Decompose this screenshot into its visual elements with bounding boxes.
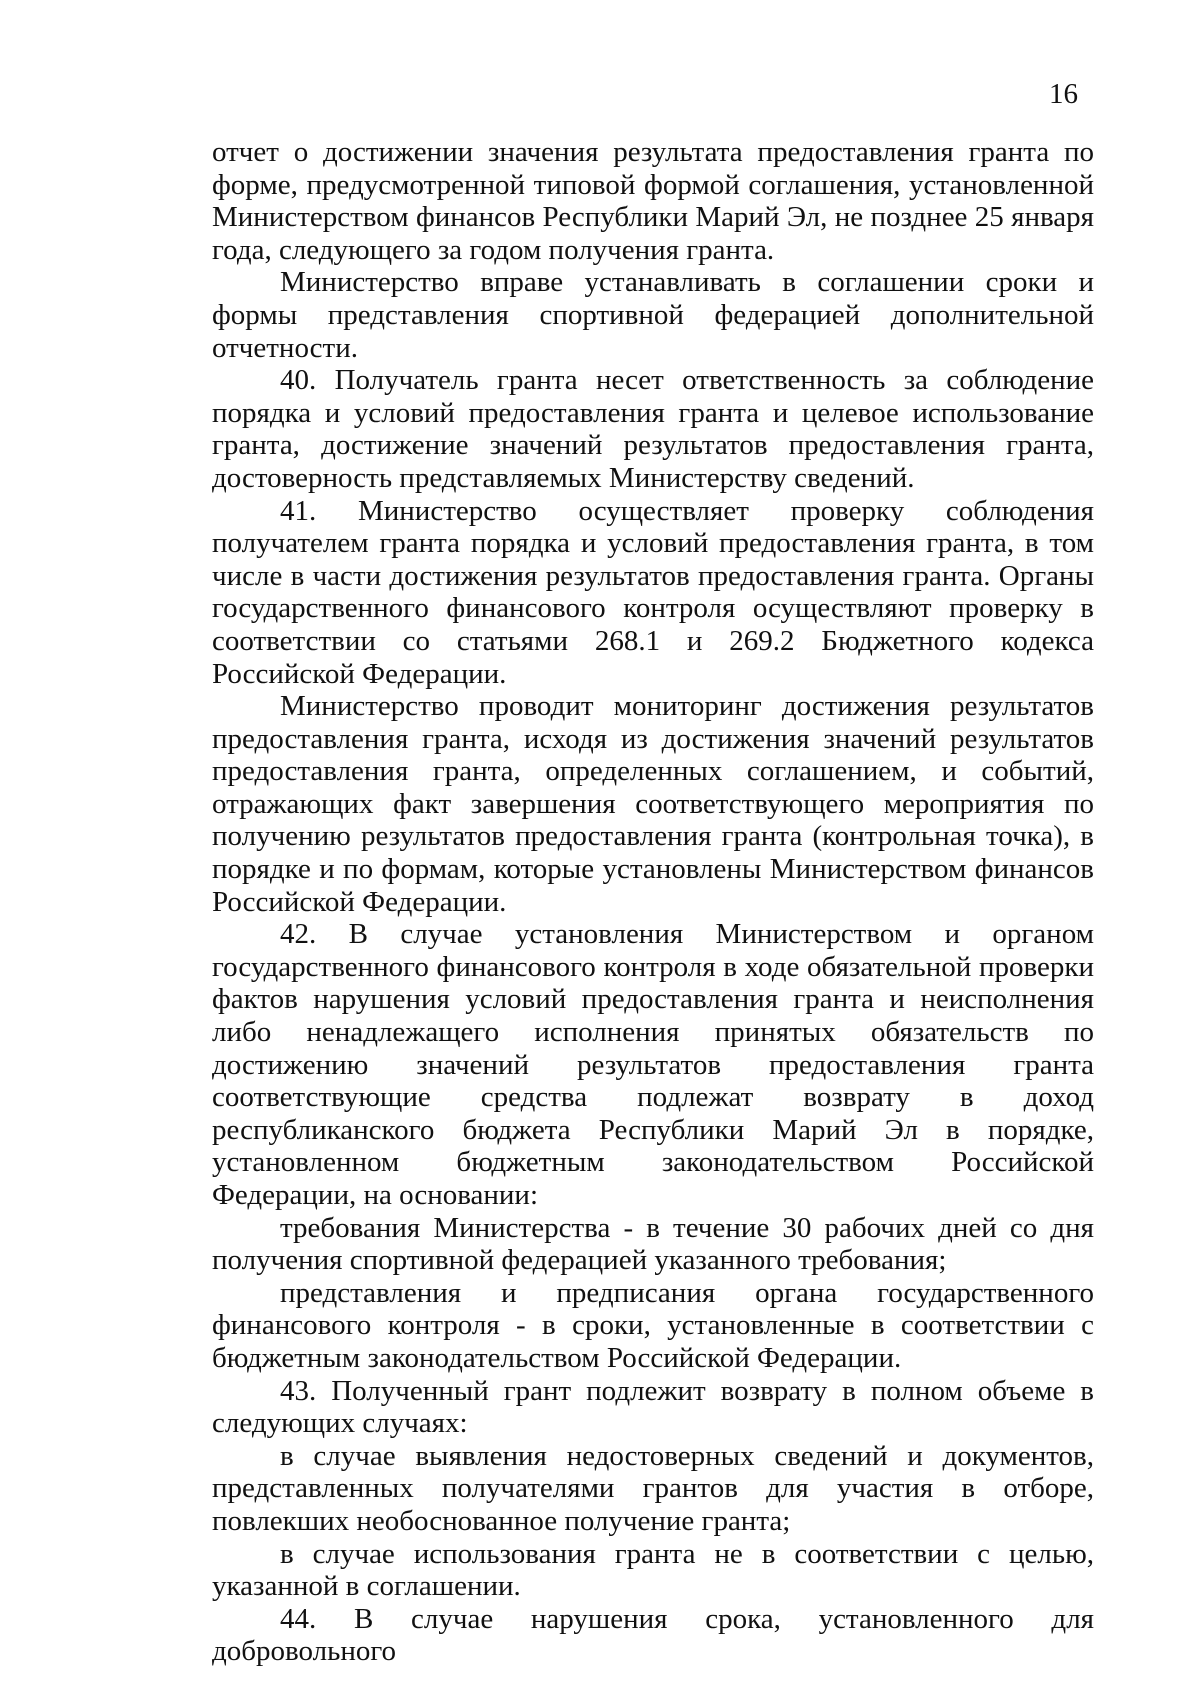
paragraph-41: 41. Министерство осуществляет проверку соблюдения получателем гранта порядка и условий предоставления гранта, в том числе в части достижения результатов предоставления гранта. Органы государственного финансового контроля осуществляют проверку в соответствии со статьями 268.1 и 269.2 Бюджетного кодекса Российской Федерации.	[212, 494, 1094, 690]
paragraph-43: 43. Полученный грант подлежит возврату в полном объеме в следующих случаях:	[212, 1374, 1094, 1440]
paragraph-report-deadline: отчет о достижении значения результата предоставления гранта по форме, предусмотренной типовой формой соглашения, установленной Министерством финансов Республики Марий Эл, не позднее 25 января года, следующего за годом получения гранта.	[212, 136, 1094, 266]
paragraph-misuse-case: в случае использования гранта не в соответствии с целью, указанной в соглашении.	[212, 1537, 1094, 1603]
paragraph-monitoring: Министерство проводит мониторинг достижения результатов предоставления гранта, исходя из достижения значений результатов предоставления гранта, определенных соглашением, и событий, отражающих факт завершения соответствующего мероприятия по получению результатов предоставления гранта (контрольная точка), в порядке и по формам, которые установлены Министерством финансов Российской Федерации.	[212, 690, 1094, 918]
paragraph-ministry-requirement: требования Министерства - в течение 30 рабочих дней со дня получения спортивной федерацией указанного требования;	[212, 1211, 1094, 1277]
paragraph-42: 42. В случае установления Министерством и органом государственного финансового контроля в ходе обязательной проверки фактов нарушения условий предоставления гранта и неисполнения либо ненадлежащего исполнения принятых обязательств по достижению значений результатов предоставления гранта соответствующие средства подлежат возврату в доход республиканского бюджета Республики Марий Эл в порядке, установленном бюджетным законодательством Российской Федерации, на основании:	[212, 918, 1094, 1211]
page-number: 16	[1049, 78, 1078, 110]
paragraph-additional-reporting: Министерство вправе устанавливать в соглашении сроки и формы представления спортивной федерацией дополнительной отчетности.	[212, 266, 1094, 364]
paragraph-44: 44. В случае нарушения срока, установленного для добровольного	[212, 1602, 1094, 1668]
paragraph-control-body-prescription: представления и предписания органа государственного финансового контроля - в сроки, установленные в соответствии с бюджетным законодательством Российской Федерации.	[212, 1276, 1094, 1374]
document-body	[212, 136, 1094, 1668]
paragraph-false-information-case: в случае выявления недостоверных сведений и документов, представленных получателями грантов для участия в отборе, повлекших необоснованное получение гранта;	[212, 1439, 1094, 1537]
paragraph-40: 40. Получатель гранта несет ответственность за соблюдение порядка и условий предоставления гранта и целевое использование гранта, достижение значений результатов предоставления гранта, достоверность представляемых Министерству сведений.	[212, 364, 1094, 494]
